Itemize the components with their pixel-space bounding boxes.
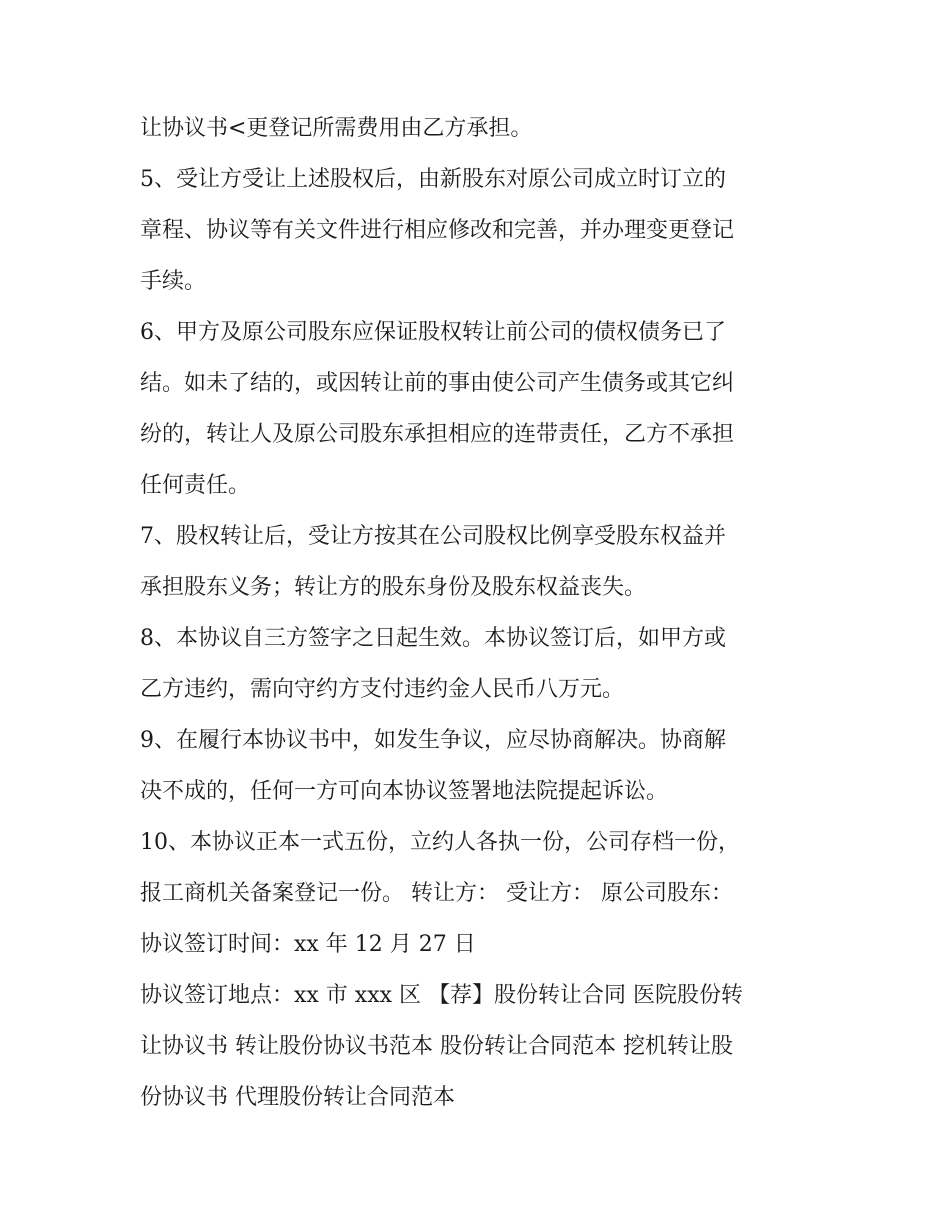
clause-6-line: 6、甲方及原公司股东应保证股权转让前公司的债权债务已了 — [140, 320, 726, 345]
text-line: 乙方违约，需向守约方支付违约金人民币八万元。 — [140, 677, 625, 702]
text-line: 承担股东义务；转让方的股东身份及股东权益丧失。 — [140, 575, 647, 600]
text-line: 让协议书<更登记所需费用由乙方承担。 — [140, 116, 533, 141]
clause-7-line: 7、股权转让后，受让方按其在公司股权比例享受股东权益并 — [140, 524, 726, 549]
signing-time-line: 协议签订时间：xx 年 12 月 27 日 — [140, 932, 476, 957]
related-links-line: 让协议书 转让股份协议书范本 股份转让合同范本 挖机转让股 — [140, 1034, 733, 1059]
related-links-line: 份协议书 代理股份转让合同范本 — [140, 1085, 455, 1110]
text-line: 章程、协议等有关文件进行相应修改和完善，并办理变更登记 — [140, 218, 735, 243]
signing-place-line: 协议签订地点：xx 市 xxx 区 【荐】股份转让合同 医院股份转 — [140, 983, 744, 1008]
text-line: 纷的，转让人及原公司股东承担相应的连带责任，乙方不承担 — [140, 422, 735, 447]
text-line: 结。如未了结的，或因转让前的事由使公司产生债务或其它纠 — [140, 371, 735, 396]
text-line: 手续。 — [140, 269, 207, 294]
text-line: 任何责任。 — [140, 473, 251, 498]
signatories-line: 报工商机关备案登记一份。 转让方： 受让方： 原公司股东： — [140, 881, 733, 906]
document-body — [140, 103, 816, 1123]
clause-5-line: 5、受让方受让上述股权后，由新股东对原公司成立时订立的 — [140, 167, 726, 192]
text-line: 决不成的，任何一方可向本协议签署地法院提起诉讼。 — [140, 779, 669, 804]
clause-8-line: 8、本协议自三方签字之日起生效。本协议签订后，如甲方或 — [140, 626, 726, 651]
clause-9-line: 9、在履行本协议书中，如发生争议，应尽协商解决。协商解 — [140, 728, 726, 753]
clause-10-line: 10、本协议正本一式五份，立约人各执一份，公司存档一份， — [140, 830, 740, 855]
